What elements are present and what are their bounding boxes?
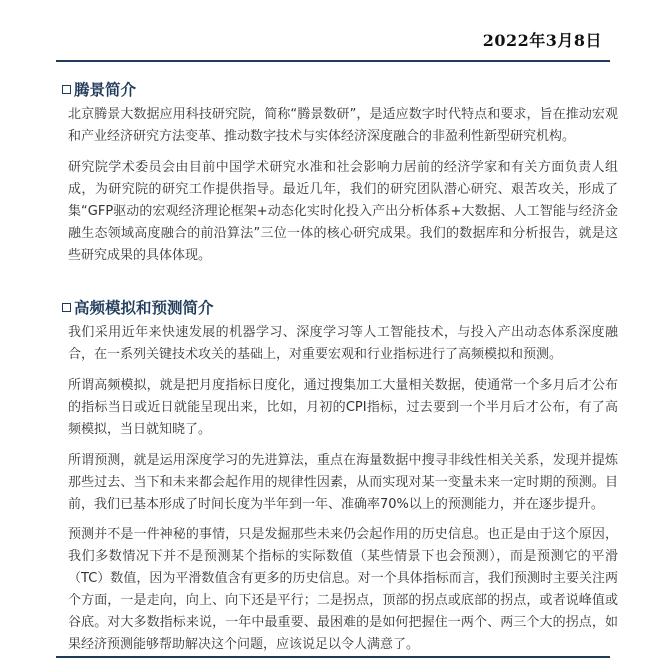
report-date: 2022年3月8日 [482,31,602,50]
about-paragraph-1: 北京腾景大数据应用科技研究院，简称“腾景数研”，是适应数字时代特点和要求，旨在推动宏观和产业经济研究方法变革、推动数字技术与实体经济深度融合的非盈利性新型研究机构。 [68,107,618,144]
checkbox-square-icon [62,303,71,312]
header-divider [56,60,610,62]
about-paragraph-2: 研究院学术委员会由目前中国学术研究水准和社会影响力居前的经济学家和有关方面负责人组成，为研究院的研究工作提供指导。最近几年，我们的研究团队潜心研究、艰苦攻关，形成了集“GFP驱动的宏观经济理论框架+动态化实时化投入产出分析体系+大数据、人工智能与经济金融生态领域高度融合的前沿算法”三位一体的核心研究成果。我们的数据库和分析报告，就是这些研究成果的具体体现。 [68,160,618,263]
forecast-paragraph-4: 预测并不是一件神秘的事情，只是发掘那些未来仍会起作用的历史信息。也正是由于这个原因，我们多数情况下并不是预测某个指标的实际数值（某些情景下也会预测），而是预测它的平滑（TC）数值，因为平滑数值含有更多的历史信息。对一个具体指标而言，我们预测时主要关注两个方面，一是走向，向上、向下还是平行；二是拐点，顶部的拐点或底部的拐点，或者说峰值或谷底。对大多数指标来说，一年中最重要、最困难的是如何把握住一两个、两三个大的拐点，如果经济预测能够帮助解决这个问题，应该说足以令人满意了。 [68,527,618,652]
section-title-about [62,78,136,100]
section-title-about-text: 腾景简介 [74,81,137,99]
forecast-paragraph-1: 我们采用近年来快速发展的机器学习、深度学习等人工智能技术，与投入产出动态体系深度融合，在一系列关键技术攻关的基础上，对重要宏观和行业指标进行了高频模拟和预测。 [68,325,618,362]
checkbox-square-icon [62,85,71,94]
forecast-paragraph-3: 所谓预测，就是运用深度学习的先进算法，重点在海量数据中搜寻非线性相关关系，发现并提炼那些过去、当下和未来都会起作用的规律性因素，从而实现对某一变量未来一定时期的预测。目前，我们已基本形成了时间长度为半年到一年、准确率70%以上的预测能力，并在逐步提升。 [68,453,618,512]
forecast-paragraph-2: 所谓高频模拟，就是把月度指标日度化，通过搜集加工大量相关数据，使通常一个多月后才公布的指标当日或近日就能呈现出来，比如，月初的CPI指标，过去要到一个半月后才公布，有了高频模拟，当日就知晓了。 [68,378,618,437]
section-title-forecast-text: 高频模拟和预测简介 [74,299,214,317]
section-title-forecast [62,296,214,318]
footer-divider [56,656,610,658]
